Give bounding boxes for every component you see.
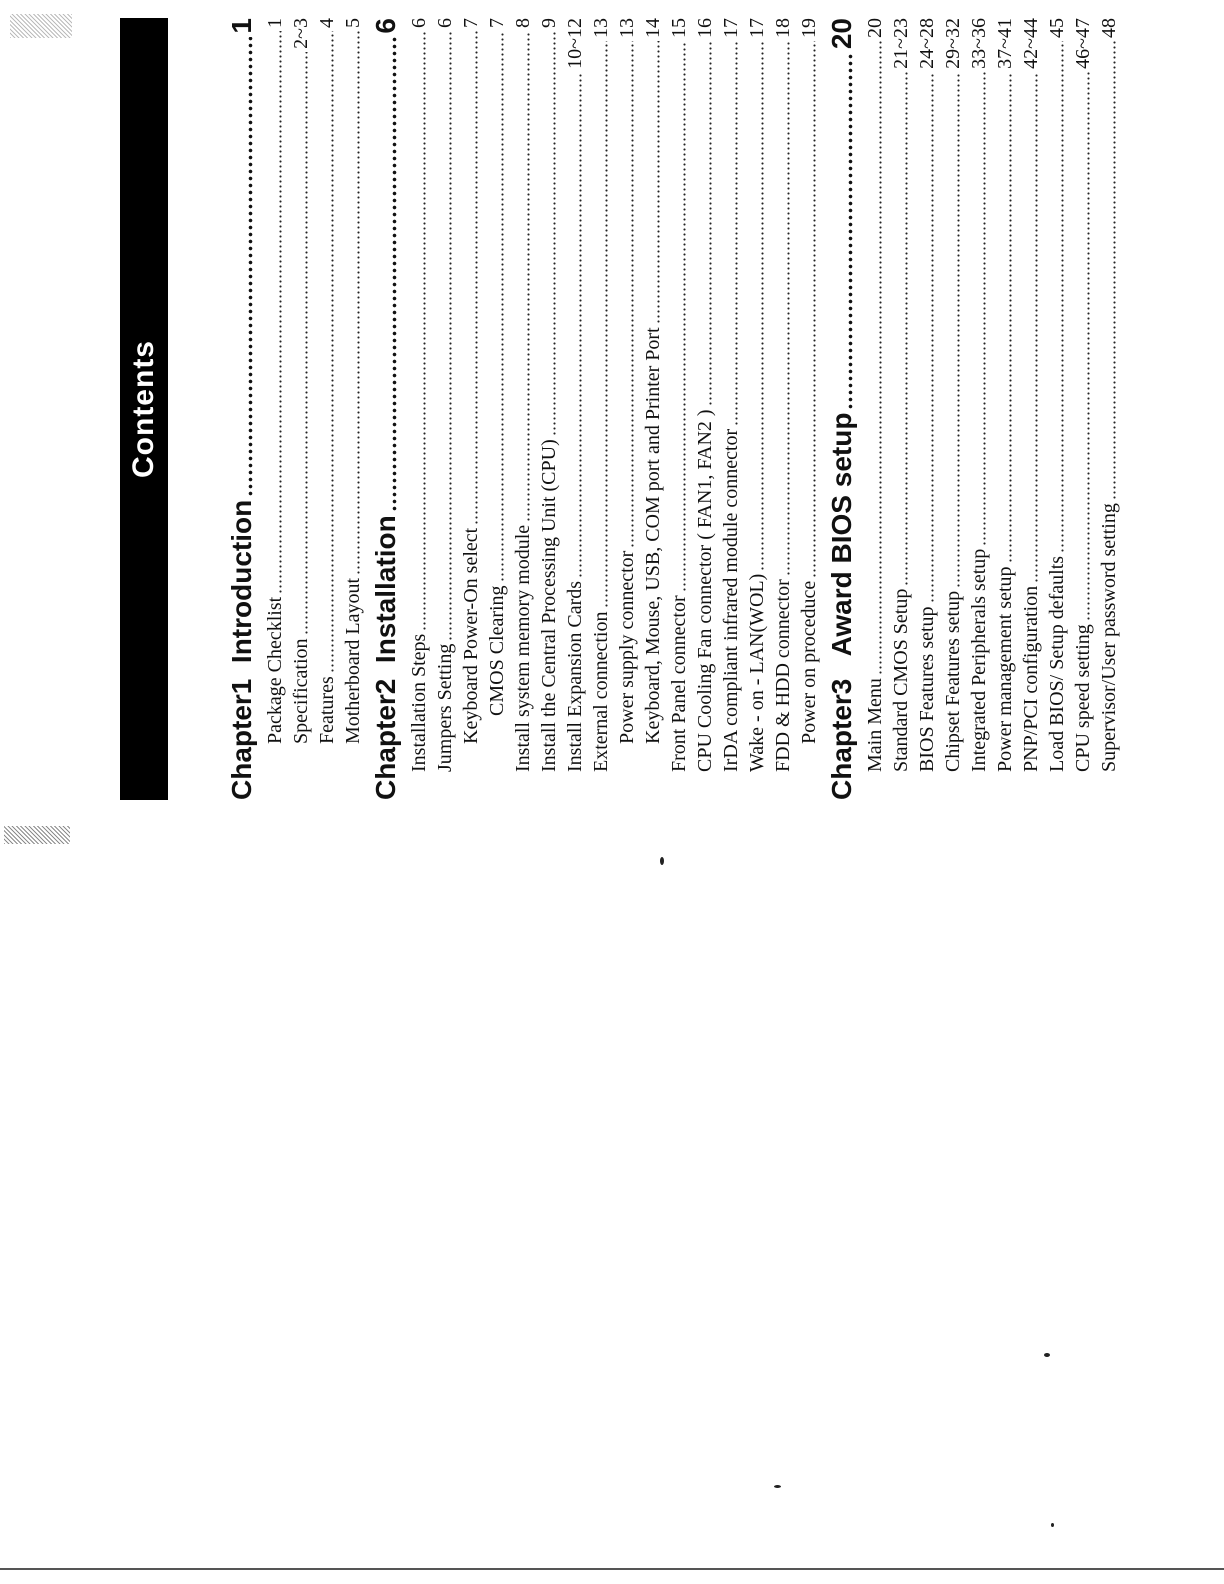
toc-entry[interactable] (458, 18, 484, 800)
chapter-heading[interactable] (366, 18, 406, 800)
scan-mark (660, 857, 664, 865)
page-number: 13 (616, 18, 638, 38)
toc-entry[interactable] (536, 18, 562, 800)
entry-title: Front Panel connector (668, 595, 690, 772)
entry-title: Chapter2 Installation (370, 515, 401, 800)
page-number: 48 (1098, 18, 1120, 38)
page-number: 18 (772, 18, 794, 38)
page-number: 37~41 (994, 18, 1016, 69)
page-number: 15 (668, 18, 690, 38)
toc-entry[interactable] (484, 18, 510, 800)
toc-entry[interactable] (940, 18, 966, 800)
chapter-heading[interactable] (822, 18, 862, 800)
page-number: 17 (746, 18, 768, 38)
entry-title: CMOS Clearing (486, 585, 508, 716)
toc-entry[interactable] (262, 18, 288, 800)
entry-title: Motherboard Layout (342, 577, 364, 744)
rotated-page (120, 18, 1120, 800)
page-number: 16 (694, 18, 716, 38)
dot-leader (931, 72, 934, 604)
entry-title: CPU Cooling Fan connector ( FAN1, FAN2 ) (694, 409, 716, 772)
chapter-heading[interactable] (222, 18, 262, 800)
page-number: 21~23 (890, 18, 912, 69)
toc-entry[interactable] (862, 18, 888, 800)
toc-entry[interactable] (666, 18, 692, 800)
page-number: 1 (264, 18, 286, 28)
table-of-contents (222, 18, 1122, 800)
toc-entry[interactable] (314, 18, 340, 800)
entry-title: Chipset Features setup (942, 590, 964, 772)
dot-leader (1035, 72, 1038, 583)
entry-title: Power supply connector (616, 550, 638, 744)
page-number: 7 (486, 18, 508, 28)
dot-leader (879, 41, 882, 675)
dot-leader (735, 41, 738, 426)
entry-title: Install Expansion Cards (564, 580, 586, 772)
page-number: 20 (864, 18, 886, 38)
page-number: 7 (460, 18, 482, 28)
page-number: 4 (316, 18, 338, 28)
scan-mark (1051, 1523, 1054, 1527)
page-number: 1 (226, 18, 257, 34)
toc-entry[interactable] (614, 18, 640, 800)
entry-title: Package Checklist (264, 596, 286, 744)
entry-title: Jumpers Setting (434, 643, 456, 772)
entry-title: Wake - on - LAN(WOL) (746, 573, 768, 772)
entry-title: Install the Central Processing Unit (CPU) (538, 439, 560, 772)
entry-title: Chapter1 Introduction (226, 499, 257, 800)
dot-leader (279, 31, 282, 594)
page-number: 45 (1046, 18, 1068, 38)
dot-leader (957, 72, 960, 588)
dot-leader (848, 52, 853, 409)
toc-entry[interactable] (640, 18, 666, 800)
toc-entry[interactable] (914, 18, 940, 800)
toc-entry[interactable] (1070, 18, 1096, 800)
toc-entry[interactable] (432, 18, 458, 800)
entry-title: IrDA compliant infrared module connector (720, 428, 742, 772)
page-number: 29~32 (942, 18, 964, 69)
toc-entry[interactable] (888, 18, 914, 800)
page-number: 10~12 (564, 18, 586, 69)
entry-title: Installation Steps (408, 633, 430, 772)
page-number: 6 (434, 18, 456, 28)
toc-entry[interactable] (588, 18, 614, 800)
scan-noise-middle (4, 826, 70, 844)
dot-leader (357, 31, 360, 575)
page-title: Contents (127, 340, 160, 478)
entry-title: Power management setup (994, 566, 1016, 772)
scan-mark (774, 1485, 781, 1488)
toc-entry[interactable] (1018, 18, 1044, 800)
entry-title: Install system memory module (512, 524, 534, 772)
dot-leader (475, 31, 478, 525)
page-number: 17 (720, 18, 742, 38)
page-number: 14 (642, 18, 664, 38)
dot-leader (761, 41, 764, 571)
toc-entry[interactable] (288, 18, 314, 800)
entry-title: Load BIOS/ Setup defaults (1046, 555, 1068, 772)
scan-mark (1044, 1353, 1050, 1357)
entry-title: Keyboard Power-On select (460, 527, 482, 744)
page-number: 24~28 (916, 18, 938, 69)
dot-leader (392, 37, 397, 513)
entry-title: Integrated Peripherals setup (968, 548, 990, 772)
dot-leader (1087, 72, 1090, 621)
toc-entry[interactable] (340, 18, 366, 800)
dot-leader (709, 41, 712, 406)
toc-entry[interactable] (992, 18, 1018, 800)
dot-leader (248, 37, 253, 497)
toc-entry[interactable] (692, 18, 718, 800)
toc-entry[interactable] (796, 18, 822, 800)
page-number: 13 (590, 18, 612, 38)
dot-leader (657, 41, 660, 324)
toc-entry[interactable] (510, 18, 536, 800)
dot-leader (605, 41, 608, 609)
entry-title: Standard CMOS Setup (890, 588, 912, 772)
dot-leader (905, 72, 908, 586)
dot-leader (787, 41, 790, 576)
toc-entry[interactable] (718, 18, 744, 800)
dot-leader (813, 41, 816, 578)
dot-leader (501, 31, 504, 582)
page-number: 9 (538, 18, 560, 28)
page-number: 5 (342, 18, 364, 28)
entry-title: External connection (590, 611, 612, 772)
dot-leader (305, 52, 308, 636)
dot-leader (331, 31, 334, 673)
entry-title: Chapter3 Award BIOS setup (826, 412, 857, 800)
dot-leader (527, 31, 530, 522)
entry-title: Main Menu (864, 678, 886, 772)
page-number: 42~44 (1020, 18, 1042, 69)
dot-leader (683, 41, 686, 592)
entry-title: FDD & HDD connector (772, 579, 794, 772)
toc-entry[interactable] (406, 18, 432, 800)
entry-title: Power on proceduce (798, 580, 820, 744)
dot-leader (983, 72, 986, 546)
page-number: 8 (512, 18, 534, 28)
entry-title: CPU speed setting (1072, 624, 1094, 772)
contents-banner (120, 18, 168, 800)
dot-leader (1113, 41, 1116, 500)
page-number: 2~3 (290, 18, 312, 49)
entry-title: Features (316, 676, 338, 744)
toc-entry[interactable] (744, 18, 770, 800)
scan-edge-line (0, 1568, 1224, 1570)
toc-entry[interactable] (562, 18, 588, 800)
entry-title: Supervisor/User password setting (1098, 503, 1120, 772)
page-number: 46~47 (1072, 18, 1094, 69)
dot-leader (553, 31, 556, 436)
toc-entry[interactable] (966, 18, 992, 800)
dot-leader (1009, 72, 1012, 564)
page-number: 20 (826, 18, 857, 50)
toc-entry[interactable] (770, 18, 796, 800)
page-number: 6 (370, 18, 401, 34)
toc-entry[interactable] (1044, 18, 1070, 800)
dot-leader (631, 41, 634, 548)
page-number: 33~36 (968, 18, 990, 69)
page-number: 6 (408, 18, 430, 28)
entry-title: BIOS Features setup (916, 606, 938, 772)
dot-leader (1061, 41, 1064, 553)
dot-leader (579, 72, 582, 578)
entry-title: Keyboard, Mouse, USB, COM port and Printer Port (642, 327, 664, 744)
scan-noise-top (10, 14, 72, 38)
page-number: 19 (798, 18, 820, 38)
entry-title: Specification (290, 638, 312, 744)
entry-title: PNP/PCI configuration (1020, 585, 1042, 772)
toc-entry[interactable] (1096, 18, 1122, 800)
dot-leader (449, 31, 452, 641)
dot-leader (423, 31, 426, 631)
